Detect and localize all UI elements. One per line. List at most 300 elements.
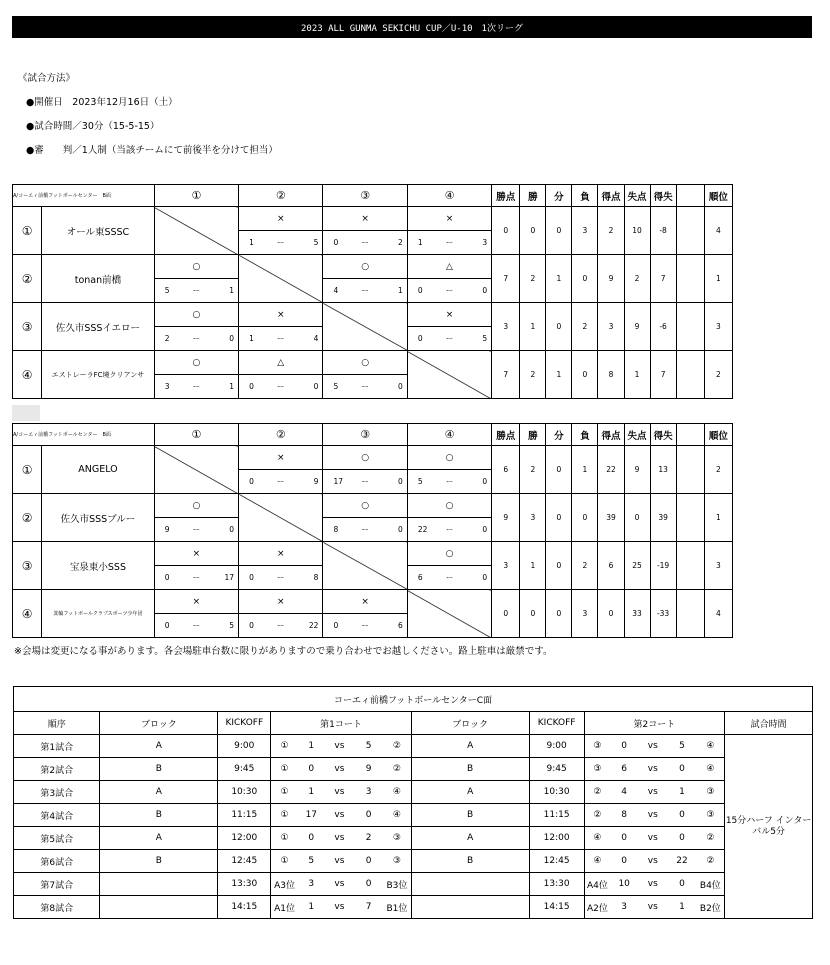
score-against: 0 [210,518,238,542]
team-stat: 33 [624,590,650,638]
court2-block: B [411,804,529,827]
result-symbol: × [154,542,238,566]
league-header-cell: ④ [407,424,491,446]
score-against: 0 [379,375,407,399]
court1-block: A [100,827,218,850]
team-stat: 0 [546,542,572,590]
league-header-cell: 得失 [650,185,676,207]
schedule-table [13,686,813,919]
court1-match-cell: 7 [354,896,383,919]
team-stat: 8 [598,351,624,399]
score-against: 4 [295,327,323,351]
court1-block: B [100,850,218,873]
court1-match-cell: 0 [354,873,383,896]
team-stat: 9 [624,303,650,351]
team-stat: 0 [572,494,598,542]
schedule-row [14,804,813,827]
team-stat: 4 [704,590,732,638]
parking-note: ※会場は変更になる事があります。各会場駐車台数に限りがありますので乗り合わせでお越しください。路上駐車は厳禁です。 [14,646,553,657]
court2-kickoff: 9:00 [529,735,584,758]
court2-kickoff: 12:00 [529,827,584,850]
self-match-cell [239,255,323,303]
team-stat: 13 [650,446,676,494]
court1-match-cell: 0 [298,827,325,850]
court1-match-cell: B1位 [383,896,411,919]
court2-match-cell: 0 [667,873,696,896]
match-order: 第4試合 [14,804,100,827]
team-stat: 3 [572,590,598,638]
league-header-cell: 分 [546,185,572,207]
court2-block [411,873,529,896]
court2-match-cell: ③ [697,804,725,827]
score-dash: ー [267,566,295,590]
court1-kickoff: 11:15 [218,804,271,827]
court1-match-cell: vs [325,758,354,781]
court2-match-cell: vs [638,735,667,758]
team-name: エストレーラFC境クリアンサ [42,351,155,399]
court1-match-cell: 3 [354,781,383,804]
team-index: ③ [13,542,42,590]
team-stat: 2 [520,351,546,399]
court1-match-cell: 0 [298,758,325,781]
score-dash: ー [267,375,295,399]
court2-kickoff: 13:30 [529,873,584,896]
score-against: 5 [210,614,238,638]
court2-match-cell: 0 [610,827,638,850]
team-name: 佐久市SSSブルー [42,494,155,542]
team-stat: -8 [650,207,676,255]
court2-match-cell: vs [638,804,667,827]
team-row [13,303,733,327]
team-stat: 3 [492,542,520,590]
team-stat: 0 [546,303,572,351]
league-header-cell: ④ [407,185,491,207]
info-referee: ●審 判／1人制（当該チームにて前後半を分けて担当） [26,145,278,156]
team-stat [676,494,704,542]
court1-block: B [100,758,218,781]
team-stat: 3 [520,494,546,542]
team-stat: 2 [520,446,546,494]
team-stat: 1 [520,303,546,351]
court2-match-cell: vs [638,781,667,804]
score-dash: ー [351,231,379,255]
league-header-cell: 得失 [650,424,676,446]
team-stat: 2 [520,255,546,303]
team-stat: 3 [704,542,732,590]
team-stat: 3 [492,303,520,351]
team-stat: 0 [520,590,546,638]
court2-match-cell: 10 [610,873,638,896]
score-dash: ー [435,231,463,255]
schedule-title: コーエィ前橋フットボールセンターC面 [14,687,813,712]
result-symbol: △ [239,351,323,375]
score-dash: ー [267,470,295,494]
score-against: 6 [379,614,407,638]
score-against: 0 [464,279,492,303]
team-stat [676,303,704,351]
court2-match-cell: B2位 [697,896,725,919]
result-symbol: × [154,590,238,614]
team-row [13,446,733,470]
court1-match-cell: ③ [383,850,411,873]
score-against: 17 [210,566,238,590]
team-stat [676,255,704,303]
team-stat: 2 [704,351,732,399]
match-order: 第3試合 [14,781,100,804]
team-index: ③ [13,303,42,351]
score-dash: ー [351,279,379,303]
schedule-row [14,781,813,804]
schedule-row [14,873,813,896]
venue-label: A/コーエィ前橋フットボールセンター B面 [13,424,155,446]
team-stat: 0 [546,590,572,638]
court2-match-cell: 1 [667,781,696,804]
info-duration: ●試合時間／30分（15-5-15） [26,121,160,132]
result-symbol: × [323,590,407,614]
schedule-header-cell: KICKOFF [529,712,584,735]
team-stat: 7 [492,351,520,399]
court2-kickoff: 11:15 [529,804,584,827]
court1-match-cell: 0 [354,804,383,827]
score-dash: ー [351,375,379,399]
result-symbol: × [407,303,491,327]
score-against: 0 [379,470,407,494]
court1-match-cell: 17 [298,804,325,827]
league-header-cell: ③ [323,185,407,207]
match-order: 第8試合 [14,896,100,919]
court2-kickoff: 12:45 [529,850,584,873]
schedule-row [14,735,813,758]
league-header-cell: ① [154,185,238,207]
court2-match-cell: 22 [667,850,696,873]
league-header-cell: 得点 [598,424,624,446]
score-dash: ー [435,566,463,590]
court2-match-cell: B4位 [697,873,725,896]
score-for: 8 [323,518,351,542]
league-header-cell [676,424,704,446]
score-dash: ー [267,614,295,638]
score-for: 0 [323,231,351,255]
court2-match-cell: 3 [610,896,638,919]
team-row [13,207,733,231]
score-for: 0 [407,327,435,351]
match-order: 第1試合 [14,735,100,758]
info-date: ●開催日 2023年12月16日（土） [26,97,178,108]
court1-match-cell: ① [271,758,298,781]
court1-match-cell: vs [325,873,354,896]
league-header-cell [676,185,704,207]
court1-match-cell: vs [325,781,354,804]
league-header-cell: 負 [572,424,598,446]
court1-match-cell: ④ [383,804,411,827]
divider-strip [12,405,40,421]
team-index: ② [13,255,42,303]
schedule-title-row [14,687,813,712]
team-name: tonan前橋 [42,255,155,303]
schedule-header-cell: 試合時間 [725,712,813,735]
score-against: 2 [379,231,407,255]
court1-match-cell: 0 [354,850,383,873]
score-dash: ー [182,518,210,542]
score-for: 0 [154,566,182,590]
team-stat [676,590,704,638]
team-row [13,494,733,518]
score-against: 1 [210,375,238,399]
court2-block: B [411,850,529,873]
court1-match-cell: A3位 [271,873,298,896]
score-against: 0 [464,470,492,494]
score-for: 5 [407,470,435,494]
court1-match-cell: ② [383,758,411,781]
court2-match-cell: ③ [584,758,610,781]
league-header-row [13,185,733,207]
self-match-cell [154,446,238,494]
score-against: 22 [295,614,323,638]
score-dash: ー [182,614,210,638]
schedule-row [14,896,813,919]
score-for: 1 [407,231,435,255]
schedule-header-cell: ブロック [100,712,218,735]
score-against: 1 [210,279,238,303]
team-stat [676,207,704,255]
team-stat [676,446,704,494]
team-index: ② [13,494,42,542]
league-header-cell: 失点 [624,424,650,446]
score-for: 1 [239,327,267,351]
score-dash: ー [351,518,379,542]
score-for: 1 [239,231,267,255]
score-dash: ー [182,375,210,399]
court1-kickoff: 13:30 [218,873,271,896]
team-stat: 3 [572,207,598,255]
score-for: 5 [154,279,182,303]
team-stat: 25 [624,542,650,590]
court1-match-cell: 1 [298,735,325,758]
league-table-b [12,423,733,638]
team-stat: 1 [546,255,572,303]
team-name: 箕輪フットボールクラブスポーツ少年団 [42,590,155,638]
self-match-cell [407,590,491,638]
score-dash: ー [182,566,210,590]
league-header-cell: 勝 [520,185,546,207]
league-header-cell: ② [239,424,323,446]
score-for: 17 [323,470,351,494]
court1-match-cell: 5 [354,735,383,758]
score-for: 0 [239,470,267,494]
match-order: 第7試合 [14,873,100,896]
result-symbol: × [239,303,323,327]
schedule-header-row [14,712,813,735]
league-header-cell: ① [154,424,238,446]
schedule-header-cell: 順序 [14,712,100,735]
match-order: 第6試合 [14,850,100,873]
result-symbol: × [239,542,323,566]
court1-match-cell: vs [325,735,354,758]
court1-match-cell: vs [325,850,354,873]
court1-match-cell: ① [271,735,298,758]
score-for: 0 [239,566,267,590]
score-for: 3 [154,375,182,399]
court2-block: A [411,781,529,804]
league-table-a [12,184,733,399]
league-header-row [13,424,733,446]
team-stat: 3 [598,303,624,351]
team-stat: 7 [492,255,520,303]
result-symbol: ○ [407,494,491,518]
court2-match-cell: ③ [697,781,725,804]
result-symbol: ○ [323,351,407,375]
self-match-cell [407,351,491,399]
court2-kickoff: 14:15 [529,896,584,919]
schedule-header-cell: 第2コート [584,712,724,735]
league-header-cell: 負 [572,185,598,207]
court2-match-cell: ④ [697,735,725,758]
team-name: 佐久市SSSイエロー [42,303,155,351]
score-dash: ー [267,327,295,351]
team-stat: 9 [492,494,520,542]
court2-match-cell: 8 [610,804,638,827]
team-stat [676,542,704,590]
result-symbol: ○ [154,494,238,518]
score-for: 22 [407,518,435,542]
result-symbol: ○ [407,542,491,566]
court1-kickoff: 14:15 [218,896,271,919]
score-for: 6 [407,566,435,590]
court2-match-cell: ④ [584,850,610,873]
team-stat: 3 [704,303,732,351]
court2-match-cell: A4位 [584,873,610,896]
league-header-cell: 勝点 [492,424,520,446]
score-against: 5 [464,327,492,351]
score-dash: ー [435,279,463,303]
team-name: オール東SSSC [42,207,155,255]
score-against: 0 [295,375,323,399]
court1-match-cell: vs [325,804,354,827]
court1-match-cell: ② [383,735,411,758]
court1-kickoff: 9:00 [218,735,271,758]
court2-match-cell: 0 [610,850,638,873]
court1-match-cell: 1 [298,896,325,919]
result-symbol: ○ [154,303,238,327]
team-stat: -19 [650,542,676,590]
score-for: 0 [239,614,267,638]
court2-match-cell: vs [638,850,667,873]
team-stat: 0 [520,207,546,255]
team-stat: 9 [624,446,650,494]
result-symbol: △ [407,255,491,279]
match-time: 15分ハーフ インターバル5分 [725,735,813,919]
court2-kickoff: 9:45 [529,758,584,781]
league-header-cell: 失点 [624,185,650,207]
team-stat: 7 [650,351,676,399]
result-symbol: ○ [154,351,238,375]
court2-block: B [411,758,529,781]
result-symbol: × [239,446,323,470]
court1-match-cell: vs [325,827,354,850]
court2-match-cell: ② [584,781,610,804]
court2-match-cell: 5 [667,735,696,758]
team-stat: 0 [546,207,572,255]
self-match-cell [323,542,407,590]
court2-match-cell: 4 [610,781,638,804]
court1-match-cell: 1 [298,781,325,804]
team-stat: 1 [704,255,732,303]
venue-label: A/コーエィ前橋フットボールセンター B面 [13,185,155,207]
court2-match-cell: 1 [667,896,696,919]
score-for: 0 [239,375,267,399]
court2-block: A [411,827,529,850]
score-against: 8 [295,566,323,590]
result-symbol: × [239,207,323,231]
result-symbol: × [239,590,323,614]
court1-match-cell: vs [325,896,354,919]
score-dash: ー [435,470,463,494]
league-header-cell: ② [239,185,323,207]
court2-match-cell: A2位 [584,896,610,919]
court2-match-cell: 0 [667,758,696,781]
team-stat: 1 [572,446,598,494]
score-for: 0 [154,614,182,638]
team-stat: 1 [546,351,572,399]
result-symbol: × [407,207,491,231]
team-stat: -33 [650,590,676,638]
team-stat: 0 [624,494,650,542]
team-name: ANGELO [42,446,155,494]
schedule-header-cell: ブロック [411,712,529,735]
court1-match-cell: 9 [354,758,383,781]
court2-match-cell: ② [697,850,725,873]
court1-block [100,873,218,896]
court1-match-cell: A1位 [271,896,298,919]
schedule-row [14,850,813,873]
team-stat: 10 [624,207,650,255]
team-stat: 2 [704,446,732,494]
team-row [13,351,733,375]
result-symbol: × [323,207,407,231]
team-stat: 0 [572,351,598,399]
court1-kickoff: 9:45 [218,758,271,781]
court2-block: A [411,735,529,758]
team-row [13,542,733,566]
court1-kickoff: 10:30 [218,781,271,804]
score-for: 0 [323,614,351,638]
team-index: ① [13,446,42,494]
team-stat: 2 [572,542,598,590]
team-stat: -6 [650,303,676,351]
court1-match-cell: 2 [354,827,383,850]
court1-block: A [100,781,218,804]
score-dash: ー [351,614,379,638]
court2-block [411,896,529,919]
team-stat: 0 [572,255,598,303]
self-match-cell [239,494,323,542]
court2-match-cell: 0 [667,804,696,827]
team-stat: 2 [598,207,624,255]
team-stat: 9 [598,255,624,303]
court1-match-cell: 5 [298,850,325,873]
team-stat [676,351,704,399]
court2-match-cell: 0 [610,735,638,758]
court2-match-cell: vs [638,827,667,850]
team-stat: 1 [624,351,650,399]
court2-match-cell: ② [697,827,725,850]
team-stat: 0 [598,590,624,638]
team-stat: 39 [598,494,624,542]
league-header-cell: 順位 [704,424,732,446]
result-symbol: ○ [323,446,407,470]
court2-kickoff: 10:30 [529,781,584,804]
court1-match-cell: 3 [298,873,325,896]
